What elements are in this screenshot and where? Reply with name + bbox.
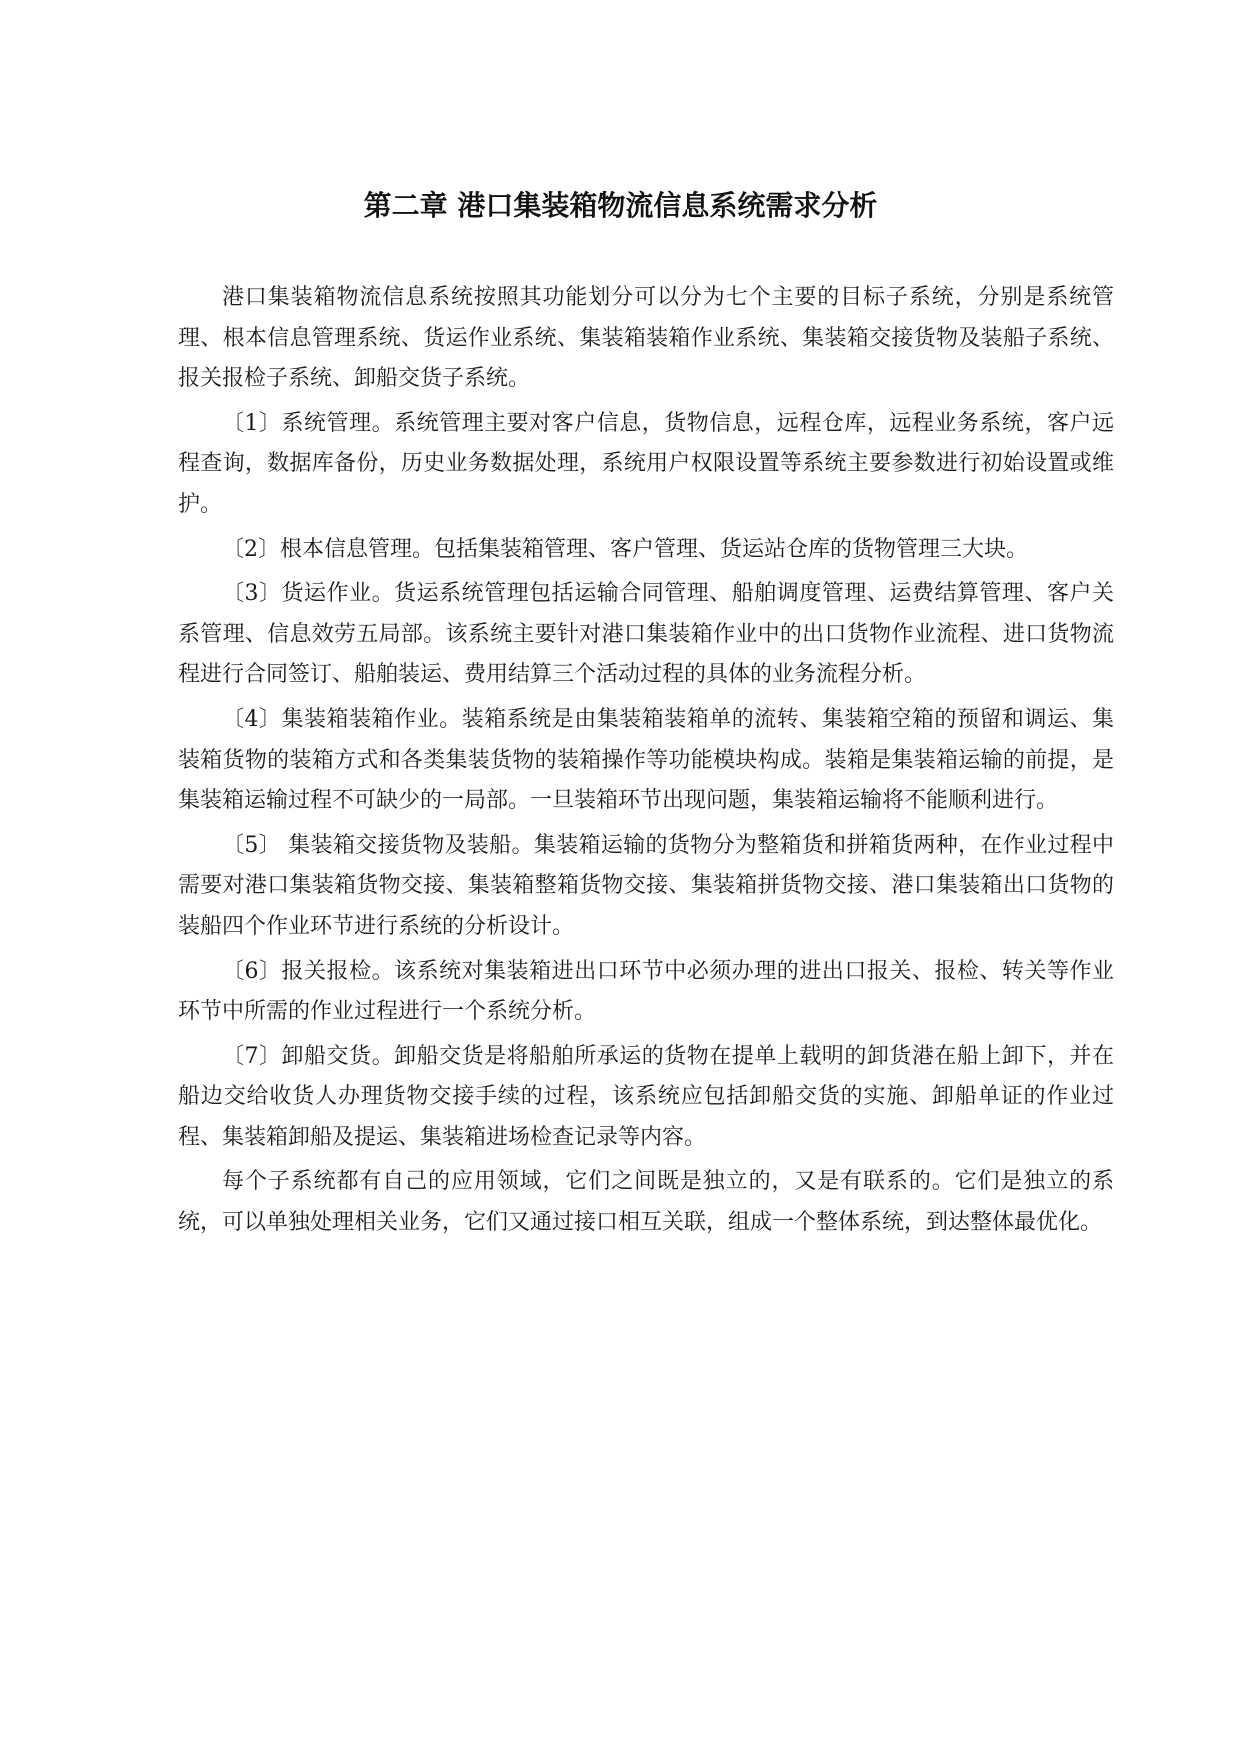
paragraph-conclusion: 每个子系统都有自己的应用领域，它们之间既是独立的，又是有联系的。它们是独立的系统，可以单独处理相关业务，它们又通过接口相互关联，组成一个整体系统，到达整体最优化。	[178, 1169, 1114, 1236]
paragraph-item-1: 〔1〕系统管理。系统管理主要对客户信息，货物信息，远程仓库，远程业务系统，客户远程查询，数据库备份，历史业务数据处理，系统用户权限设置等系统主要参数进行初始设置或维护。	[178, 410, 1114, 517]
paragraph-item-4: 〔4〕集装箱装箱作业。装箱系统是由集装箱装箱单的流转、集装箱空箱的预留和调运、集装箱货物的装箱方式和各类集装货物的装箱操作等功能模块构成。装箱是集装箱运输的前提，是集装箱运输过程不可缺少的一局部。一旦装箱环节出现问题，集装箱运输将不能顺利进行。	[178, 706, 1114, 814]
chapter-title: 第二章 港口集装箱物流信息系统需求分析	[363, 189, 878, 222]
paragraph-intro: 港口集装箱物流信息系统按照其功能划分可以分为七个主要的目标子系统，分别是系统管理、根本信息管理系统、货运作业系统、集装箱装箱作业系统、集装箱交接货物及装船子系统、报关报检子系统、卸船交货子系统。	[178, 285, 1114, 392]
paragraph-item-6: 〔6〕报关报检。该系统对集装箱进出口环节中必须办理的进出口报关、报检、转关等作业环节中所需的作业过程进行一个系统分析。	[178, 958, 1114, 1025]
document-body	[178, 278, 1114, 1248]
paragraph-item-2: 〔2〕根本信息管理。包括集装箱管理、客户管理、货运站仓库的货物管理三大块。	[222, 536, 1028, 562]
paragraph-item-7: 〔7〕卸船交货。卸船交货是将船舶所承运的货物在提单上载明的卸货港在船上卸下，并在船边交给收货人办理货物交接手续的过程，该系统应包括卸船交货的实施、卸船单证的作业过程、集装箱卸船及提运、集装箱进场检查记录等内容。	[178, 1043, 1114, 1150]
paragraph-item-3: 〔3〕货运作业。货运系统管理包括运输合同管理、船舶调度管理、运费结算管理、客户关系管理、信息效劳五局部。该系统主要针对港口集装箱作业中的出口货物作业流程、进口货物流程进行合同签订、船舶装运、费用结算三个活动过程的具体的业务流程分析。	[178, 581, 1114, 688]
paragraph-item-5: 〔5〕 集装箱交接货物及装船。集装箱运输的货物分为整箱货和拼箱货两种，在作业过程中需要对港口集装箱货物交接、集装箱整箱货物交接、集装箱拼货物交接、港口集装箱出口货物的装船四个作业环节进行系统的分析设计。	[178, 832, 1114, 939]
